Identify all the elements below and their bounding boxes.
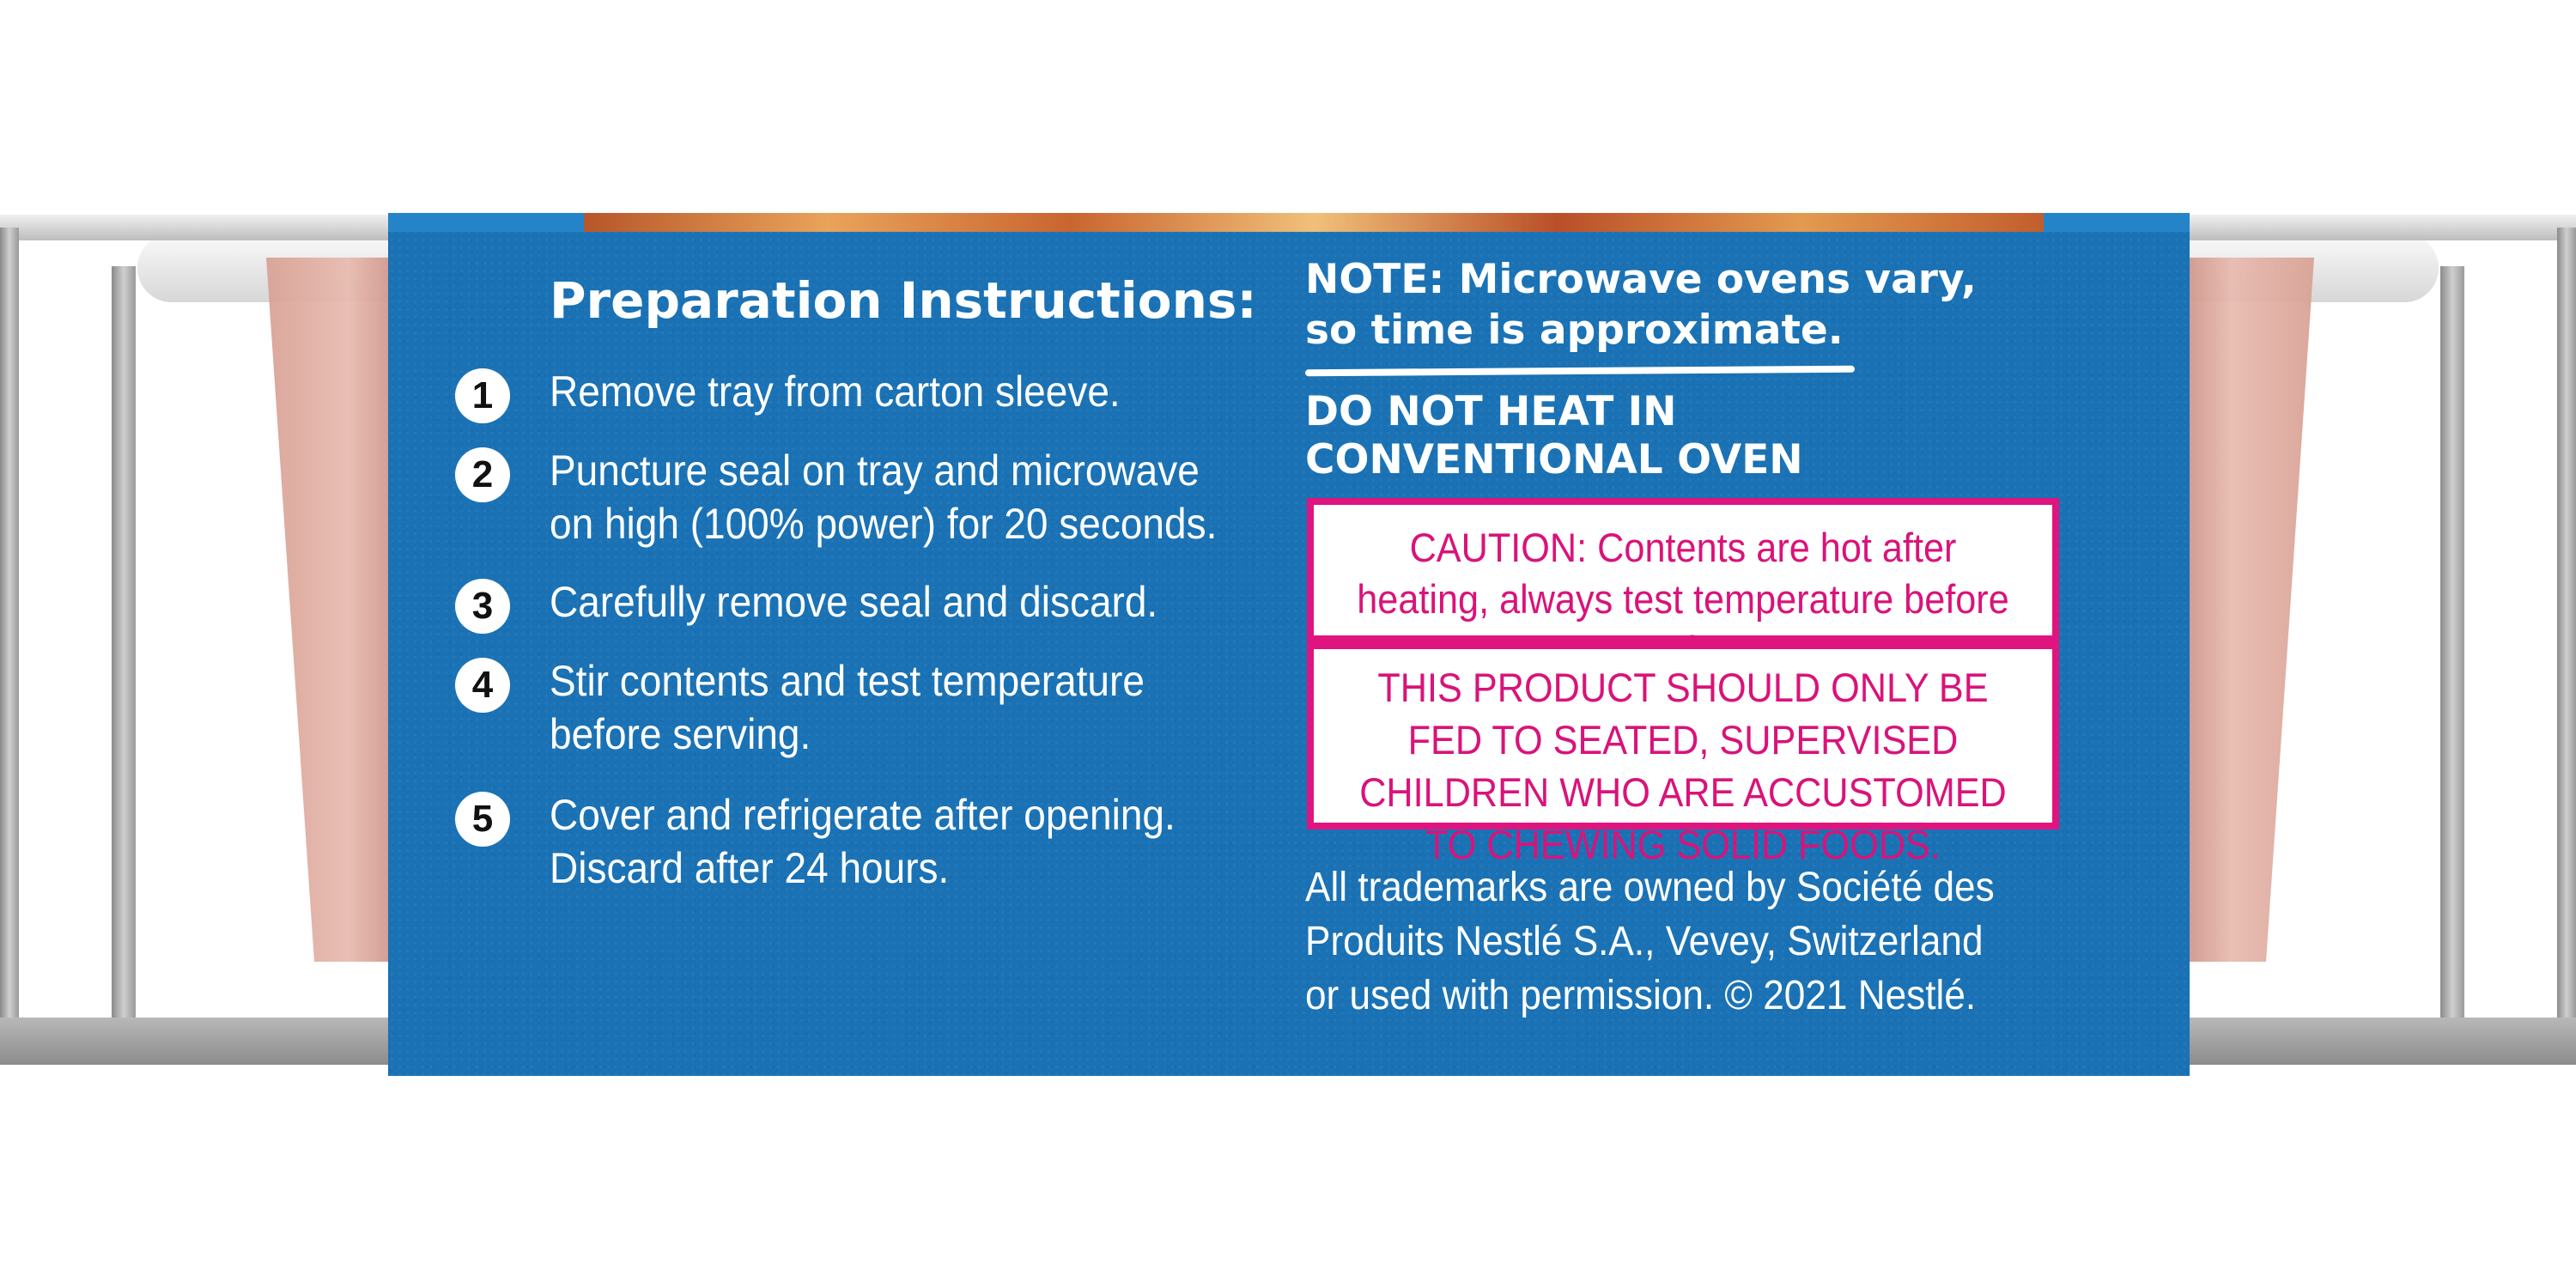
- step-number-badge: 3: [455, 579, 510, 634]
- step-text: Stir contents and test temperature before serving.: [550, 657, 1145, 758]
- supervision-warning-box: [1307, 642, 2059, 867]
- step-text: Puncture seal on tray and microwave on high (100% power) for 20 seconds.: [550, 447, 1218, 548]
- step-text: Carefully remove seal and discard.: [550, 578, 1158, 626]
- step-number-badge: 2: [455, 447, 510, 502]
- food-image-strip: [584, 213, 2044, 232]
- trademark-notice: All trademarks are owned by Société des Produits Nestlé S.A., Vevey, Switzerland or used with permission. © 2021 Nestlé.: [1305, 865, 1995, 1018]
- supervision-warning-text: THIS PRODUCT SHOULD ONLY BE FED TO SEATED, SUPERVISED CHILDREN WHO ARE ACCUSTOMED TO CHEWING SOLID FOODS.: [1359, 665, 2007, 867]
- preparation-heading: Preparation Instructions:: [550, 271, 1257, 330]
- tray-food-right: [2177, 258, 2314, 962]
- caution-text: CAUTION: Contents are hot after heating, always test temperature before: [1357, 525, 2009, 622]
- caution-box: [1307, 498, 2059, 642]
- microwave-note: NOTE: Microwave ovens vary, so time is approximate.: [1305, 256, 1977, 354]
- step-text: Cover and refrigerate after opening. Discard after 24 hours.: [550, 791, 1176, 892]
- do-not-heat-warning: DO NOT HEAT IN CONVENTIONAL OVEN: [1305, 388, 1803, 483]
- step-number-badge: 5: [455, 792, 510, 847]
- step-number-badge: 4: [455, 658, 510, 713]
- step-text: Remove tray from carton sleeve.: [550, 368, 1121, 416]
- step-number-badge: 1: [455, 368, 510, 423]
- tray-food-left: [266, 258, 404, 962]
